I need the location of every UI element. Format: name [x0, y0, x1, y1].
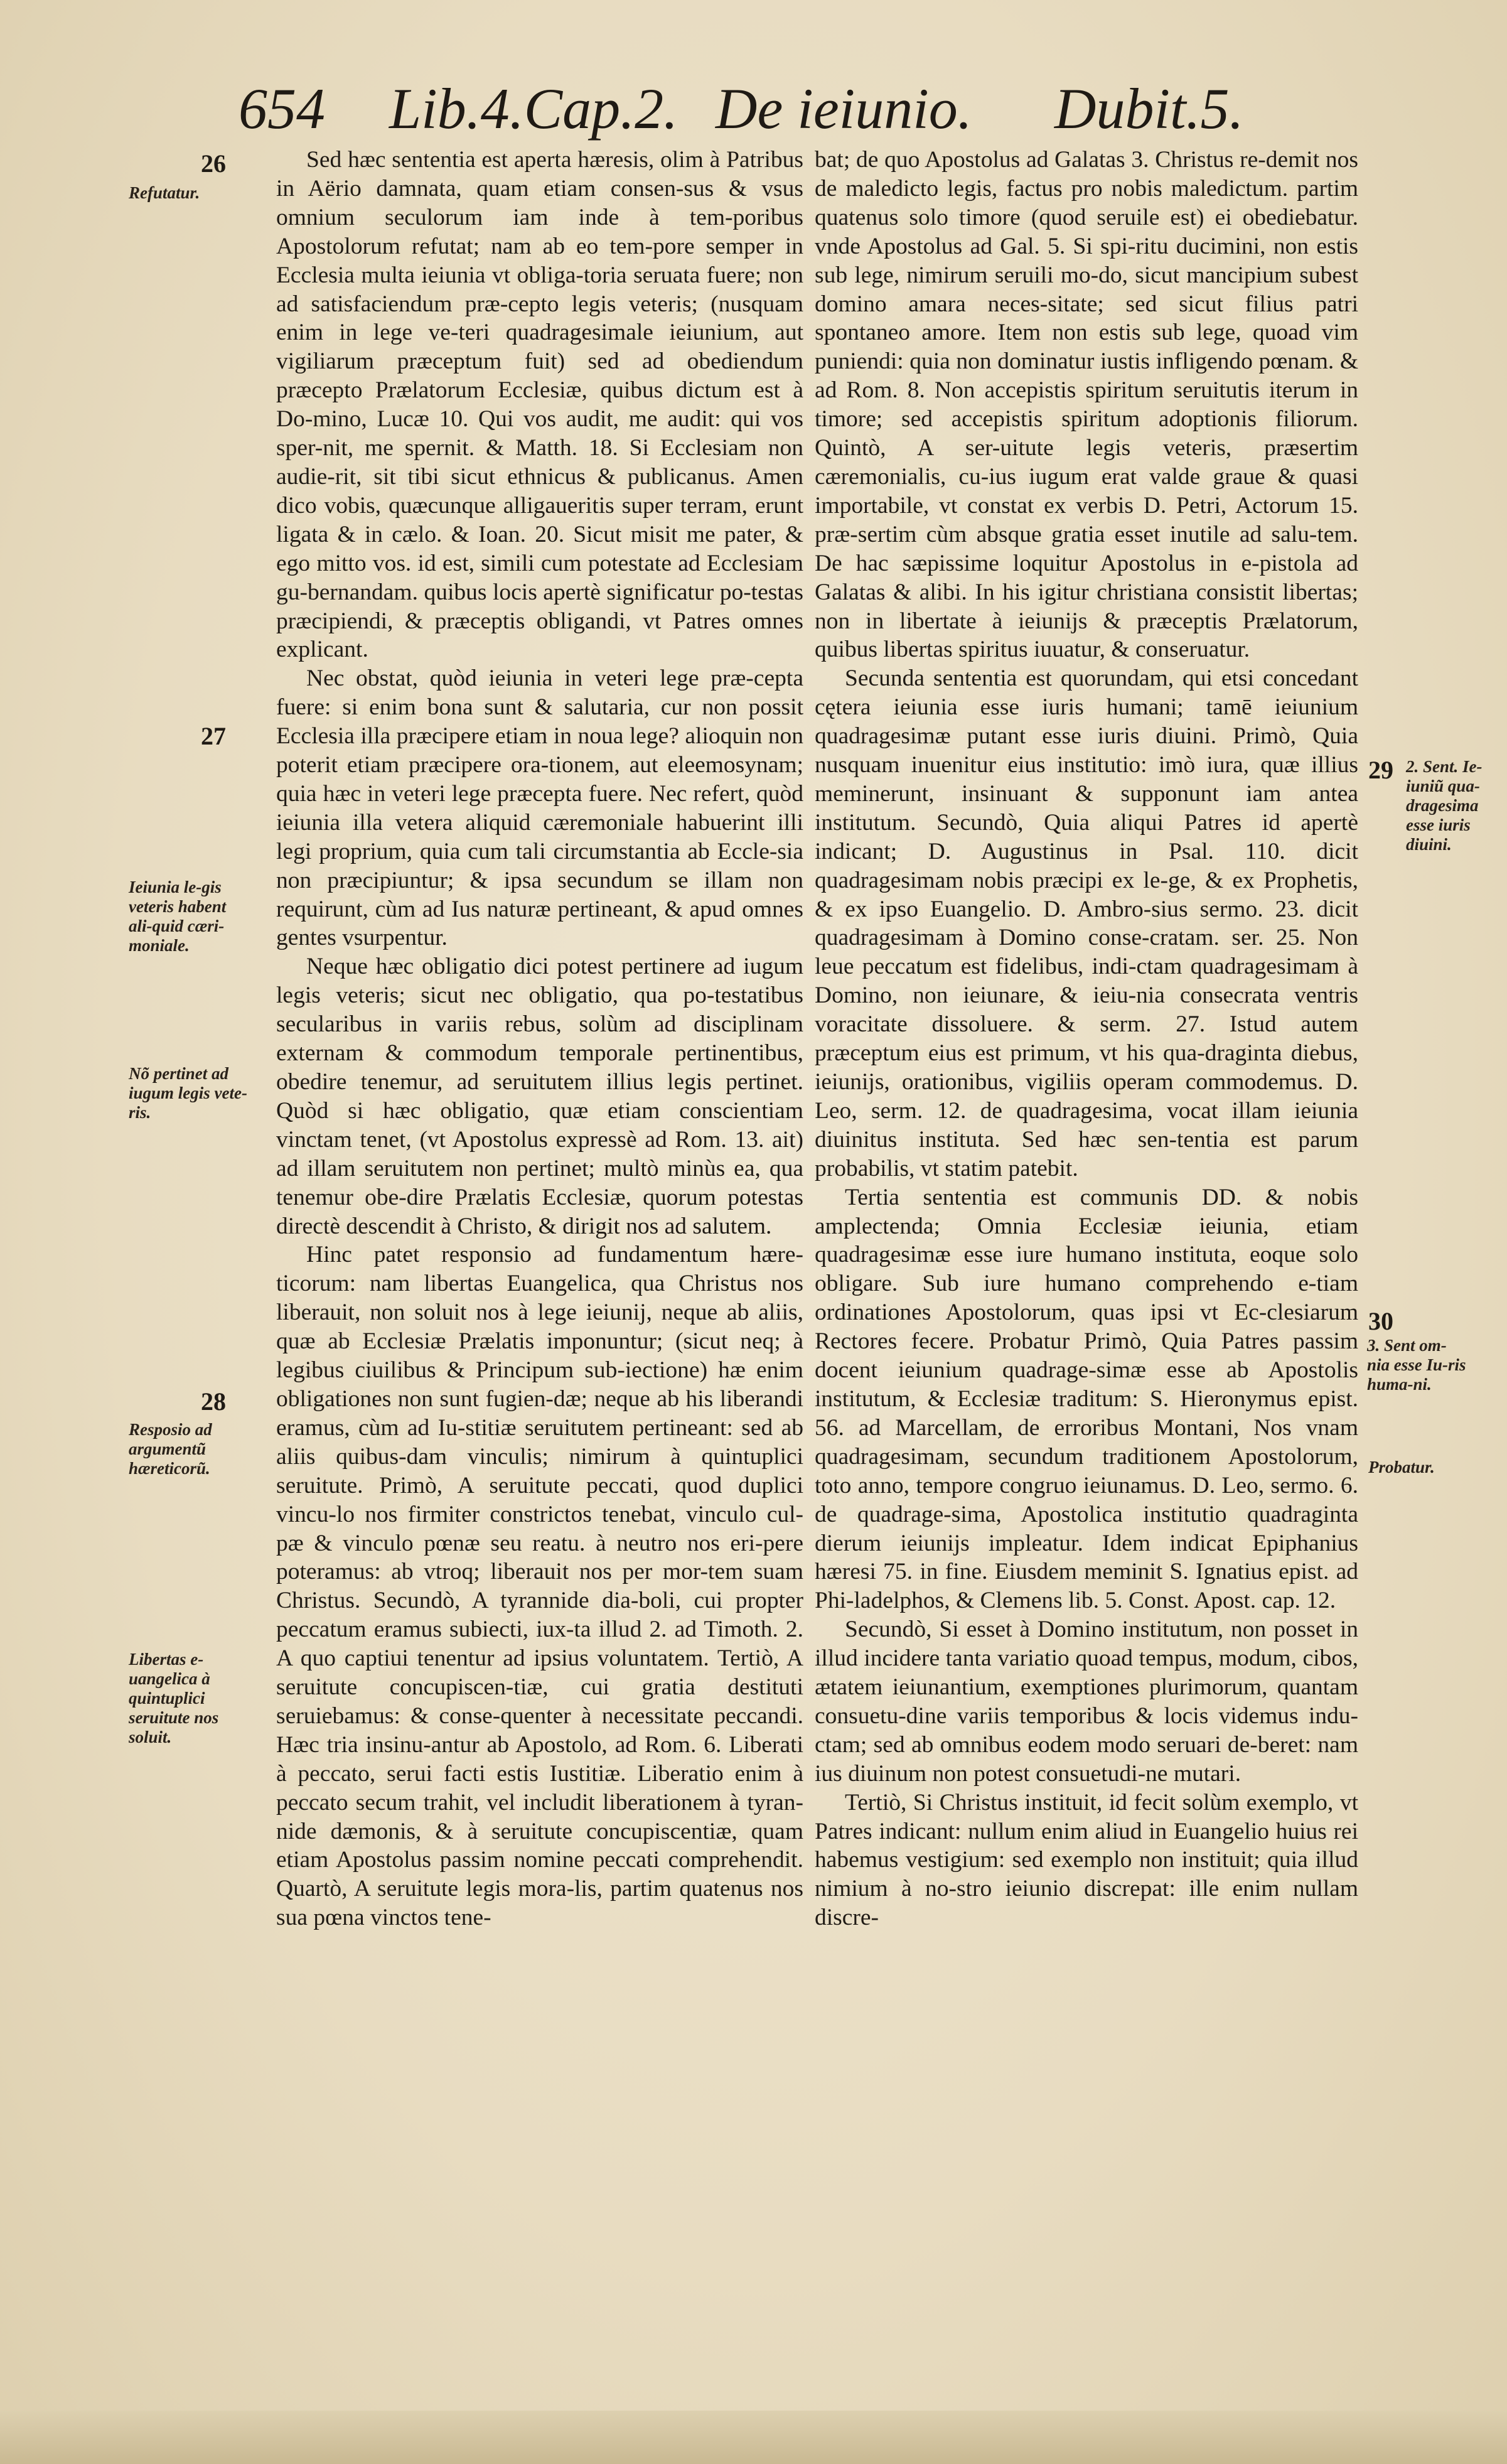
paragraph-number-30: 30: [1368, 1307, 1393, 1335]
paragraph: Neque hæc obligatio dici potest pertinere ad iugum legis veteris; sicut nec obligatio, qua po-testatibus secularibus in variis rebus, solùm ad disciplinam externam & commodum temporale pertinentibus, obedire tenemur, ad seruitutem illius legis pertinet. Quòd si hæc obligatio, quæ etiam conscientiam vinctam tenet, (vt Apostolus expressè ad Rom. 13. ait) ad illam seruitutem non pertinet; multò minùs ea, qua tenemur obe-dire Prælatis Ecclesiæ, quorum potestas directè descendit à Christo, & dirigit nos ad salutem.: [276, 954, 803, 1239]
margin-note-probatur: Probatur.: [1368, 1458, 1435, 1477]
subject-title: De ieiunio.: [716, 77, 972, 141]
paragraph: Sed hæc sententia est aperta hæresis, olim à Patribus in Aërio damnata, quam etiam consen-sus & vsus omnium seculorum iam inde à tem-poribus Apostolorum refutat; nam ab eo tem-pore semper in Ecclesia multa ieiunia vt obliga-toria seruata fuere; non ad satisfaciendum præ-cepto legis veteris; (nusquam enim in lege ve-teri quadragesimale ieiunium, aut vigiliarum præceptum fuit) sed ad obediendum præcepto Prælatorum Ecclesiæ, quibus dictum est à Do-mino, Lucæ 10. Qui vos audit, me audit: qui vos sper-nit, me spernit. & Matth. 18. Si Ecclesiam non audie-rit, sit tibi sicut ethnicus & publicanus. Amen dico vobis, quæcunque alligaueritis super terram, erunt ligata & in cælo. & Ioan. 20. Sicut misit me pater, & ego mitto vos. id est, simili cum potestate ad Ecclesiam gu-bernandam. quibus locis apertè significatur po-testas præcipiendi, & præceptis obligandi, vt Patres omnes explicant.: [276, 147, 803, 663]
paragraph: Secundò, Si esset à Domino institutum, non posset in illud incidere tanta variatio quoad tempus, modum, cibos, ætatem ieiunantium, exemptiones plurimorum, quantam consuetu-dine variis temporibus & locis videmus indu-ctam; sed ab omnibus eodem modo seruari de-beret: nam ius diuinum non potest consuetudi-ne mutari.: [815, 1617, 1358, 1787]
page-edge-shadow: [0, 2411, 1507, 2464]
paragraph-number-27: 27: [201, 722, 226, 750]
paragraph: bat; de quo Apostolus ad Galatas 3. Christus re-demit nos de maledicto legis, factus pro nobis maledictum. partim quatenus solo timore (quod seruile est) ei obediebatur. vnde Apostolus ad Gal. 5. Si spi-ritu ducimini, non estis sub lege, nimirum seruili mo-do, sicut mancipium subest domino amara neces-sitate; sed sicut filius patri spontaneo amore. Item non estis sub lege, quoad vim puniendi: quia non dominatur iustis infligendo pœnam. & ad Rom. 8. Non accepistis spiritum seruitutis iterum in timore; sed accepistis spiritum adoptionis filiorum. Quintò, A ser-uitute legis veteris, præsertim cæremonialis, cu-ius iugum erat valde graue & quasi importabile, vt constat ex verbis D. Petri, Actorum 15. præ-sertim cùm absque gratia esset inutile ad salu-tem. De hac sæpissime loquitur Apostolus in e-pistola ad Galatas & alibi. In his igitur christiana consistit libertas; non in libertate à ieiunijs & præceptis Prælatorum, quibus libertas spiritus iuuatur, & conseruatur.: [815, 147, 1358, 663]
dubium-number: Dubit.5.: [1054, 77, 1244, 141]
paragraph-number-29: 29: [1368, 756, 1393, 784]
right-text-column: [815, 146, 1358, 1932]
margin-note-sent3: 3. Sent om-nia esse Iu-ris huma-ni.: [1367, 1336, 1466, 1394]
paragraph: Secunda sententia est quorundam, qui etsi concedant cętera ieiunia esse iuris humani; tamē ieiunium quadragesimæ putant esse iuris diuini. Primò, Quia nusquam inuenitur eius institutio: imò iura, quæ illius meminerunt, insinuant & supponunt iam antea institutum. Secundò, Quia aliqui Patres id apertè indicant; D. Augustinus in Psal. 110. dicit quadragesimam nobis præcipi ex le-ge, & ex Prophetis, & ex ipso Euangelio. D. Ambro-sius sermo. 23. dicit quadragesimam à Domino conse-cratam. ser. 25. Non leue peccatum est fidelibus, indi-ctam quadragesimam à Domino, non ieiunare, & ieiu-nia consecrata ventris voracitate dissoluere. & serm. 27. Istud autem præceptum eius est primum, vt his qua-draginta diebus, ieiunijs, orationibus, vigiliis operam commodemus. D. Leo, serm. 12. de quadragesima, vocat illam ieiunia diuinitus instituta. Sed hæc sen-tentia est parum probabilis, vt statim patebit.: [815, 665, 1358, 1181]
left-text-column: [276, 146, 803, 1932]
margin-note-ieiunia: Ieiunia le-gis veteris habent ali-quid cæri-moniale.: [129, 878, 227, 955]
paragraph-number-26: 26: [201, 149, 226, 178]
margin-note-non-pertinet: Nõ pertinet ad iugum legis vete-ris.: [129, 1064, 247, 1122]
paragraph: Tertiò, Si Christus instituit, id fecit solùm exemplo, vt Patres indicant: nullum enim aliud in Euangelio huius rei habemus vestigium: sed exemplo non instituit; quia illud nimium à no-stro ieiunio discrepat: ille enim nullam discre-: [815, 1789, 1358, 1931]
margin-note-refutatur: Refutatur.: [129, 183, 200, 202]
margin-note-sent2: 2. Sent. Ie-iuniũ qua-dragesima esse iuris diuini.: [1406, 757, 1483, 854]
margin-note-libertas: Libertas e-uangelica à quintuplici seruitute nos soluit.: [129, 1650, 219, 1746]
paragraph: Hinc patet responsio ad fundamentum hære-ticorum: nam libertas Euangelica, qua Christus nos liberauit, non soluit nos à lege ieiunij, neque ab aliis, quæ ab Ecclesiæ Prælatis imponuntur; (sicut neq; à legibus ciuilibus & Principum sub-iectione) hæ enim obligationes non sunt fugien-dæ; neque ab his liberandi eramus, cùm ad Iu-stitiæ seruitutem pertineant: sed ab aliis quibus-dam vinculis; nimirum à quintuplici seruitute. Primò, A seruitute peccati, quod duplici vincu-lo nos firmiter constrictos tenebat, vinculo cul-pæ & vinculo pœnæ seu reatu. à neutro nos eri-pere poteramus: ab vtroq; liberauit nos per mor-tem suam Christus. Secundò, A tyrannide dia-boli, cui propter peccatum eramus subiecti, iux-ta illud 2. ad Timoth. 2. A quo captiui tenentur ad ipsius voluntatem. Tertiò, A seruitute concupiscen-tiæ, cui gratia destituti seruiebamus: & conse-quenter à necessitate peccandi. Hæc tria insinu-antur ab Apostolo, ad Rom. 6. Liberati à peccato, serui facti estis Iustitiæ. Liberatio enim à peccato secum trahit, vel includit liberationem à tyran-nide dæmonis, & à seruitute concupiscentiæ, quam etiam Apostolus passim nomine peccati comprehendit. Quartò, A seruitute legis mora-lis, partim quatenus nos sua pœna vinctos tene-: [276, 1242, 803, 1931]
book-chapter: Lib.4.Cap.2.: [389, 77, 678, 141]
running-header: [239, 74, 1368, 143]
margin-note-responsio: Resposio ad argumentũ hæreticorũ.: [129, 1420, 212, 1478]
paragraph: Nec obstat, quòd ieiunia in veteri lege præ-cepta fuere: si enim bona sunt & salutaria, cur non possit Ecclesia illa præcipere etiam in noua lege? alioquin non poterit etiam præcipere ora-tionem, aut eleemosynam; quia hæc in veteri lege præcepta fuere. Nec refert, quòd ieiunia illa vetera aliquid cæremoniale habuerint illi legi proprium, quia cum tali circumstantia ab Eccle-sia non præcipiuntur; & ipsa secundum se illam non requirunt, cùm ad Ius naturæ pertineant, & apud omnes gentes vsurpentur.: [276, 665, 803, 951]
paragraph-number-28: 28: [201, 1387, 226, 1416]
page-number: 654: [239, 77, 325, 141]
paragraph: Tertia sententia est communis DD. & nobis amplectenda; Omnia Ecclesiæ ieiunia, etiam quadragesimæ esse iure humano instituta, eoque solo obligare. Sub iure humano comprehendo e-tiam ordinationes Apostolorum, quas ipsi vt Ec-clesiarum Rectores fecere. Probatur Primò, Quia Patres passim docent ieiunium quadrage-simæ esse ab Apostolis institutum, & Ecclesiæ traditum: S. Hieronymus epist. 56. ad Marcellam, de erroribus Montani, Nos vnam quadragesimam, secundum traditionem Apostolorum, toto anno, tempore congruo ieiunamus. D. Leo, sermo. 6. de quadrage-sima, Apostolica institutio quadraginta dierum ieiunijs impleatur. Idem indicat Epiphanius hæresi 75. in fine. Eiusdem meminit S. Ignatius epist. ad Phi-ladelphos, & Clemens lib. 5. Const. Apost. cap. 12.: [815, 1184, 1358, 1614]
